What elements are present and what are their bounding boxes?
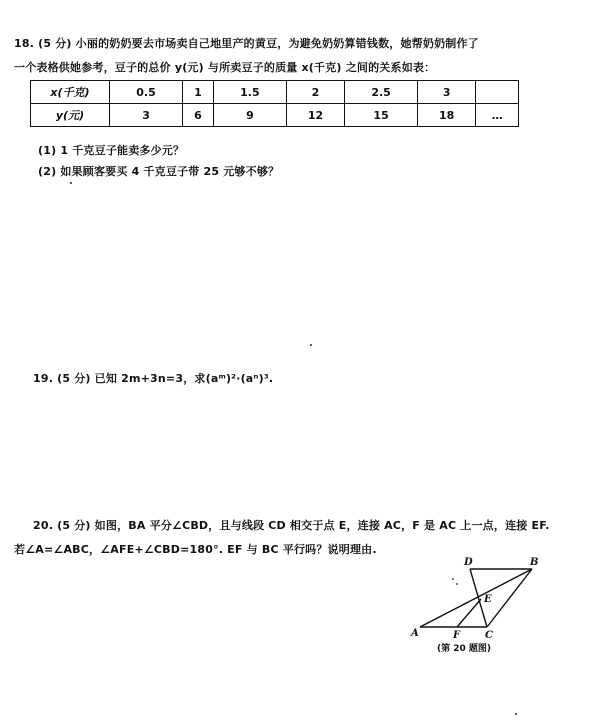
x-cell: 2 <box>286 81 344 104</box>
y-cell: 3 <box>110 104 183 127</box>
figure-caption: (第 20 题图) <box>437 644 492 654</box>
speck <box>70 182 72 184</box>
q20-line2: 若∠A=∠ABC，∠AFE+∠CBD=180°. EF 与 BC 平行吗？说明理由. <box>14 543 377 556</box>
speck <box>456 583 458 585</box>
label-f: F <box>453 630 461 641</box>
label-c: C <box>485 630 493 641</box>
speck <box>452 578 454 580</box>
segment-fe <box>457 599 481 627</box>
y-cell: 18 <box>418 104 476 127</box>
q19-line1: 19. (5 分) 已知 2m+3n=3，求(aᵐ)²·(aⁿ)³. <box>33 372 274 385</box>
table-row-y <box>31 104 519 127</box>
y-cell: 9 <box>213 104 286 127</box>
q18-sub2: (2) 如果顾客要买 4 千克豆子带 25 元够不够？ <box>38 165 280 178</box>
geometry-figure <box>405 552 555 642</box>
label-b: B <box>530 557 539 568</box>
x-cell: 1.5 <box>213 81 286 104</box>
label-e: E <box>484 594 492 605</box>
speck <box>515 713 517 715</box>
label-d: D <box>464 557 473 568</box>
q18-line1: 18. (5 分) 小丽的奶奶要去市场卖自己地里产的黄豆，为避免奶奶算错钱数，她帮奶奶制作了 <box>14 37 479 50</box>
y-cell: … <box>476 104 519 127</box>
segment-bc <box>487 569 532 627</box>
x-header: x(千克) <box>31 81 110 104</box>
label-a: A <box>411 628 419 639</box>
x-cell: 3 <box>418 81 476 104</box>
price-table <box>30 80 519 127</box>
segment-ab <box>420 569 532 627</box>
q18-line2: 一个表格供她参考，豆子的总价 y(元) 与所卖豆子的质量 x(千克) 之间的关系如表： <box>14 61 436 74</box>
x-cell <box>476 81 519 104</box>
x-cell: 1 <box>183 81 214 104</box>
x-cell: 2.5 <box>345 81 418 104</box>
y-cell: 6 <box>183 104 214 127</box>
y-header: y(元) <box>31 104 110 127</box>
speck <box>310 344 312 346</box>
q20-line1: 20. (5 分) 如图，BA 平分∠CBD，且与线段 CD 相交于点 E，连接 AC，F 是 AC 上一点，连接 EF. <box>33 519 550 532</box>
y-cell: 12 <box>286 104 344 127</box>
table-row-x <box>31 81 519 104</box>
x-cell: 0.5 <box>110 81 183 104</box>
q18-sub1: (1) 1 千克豆子能卖多少元？ <box>38 144 185 157</box>
y-cell: 15 <box>345 104 418 127</box>
